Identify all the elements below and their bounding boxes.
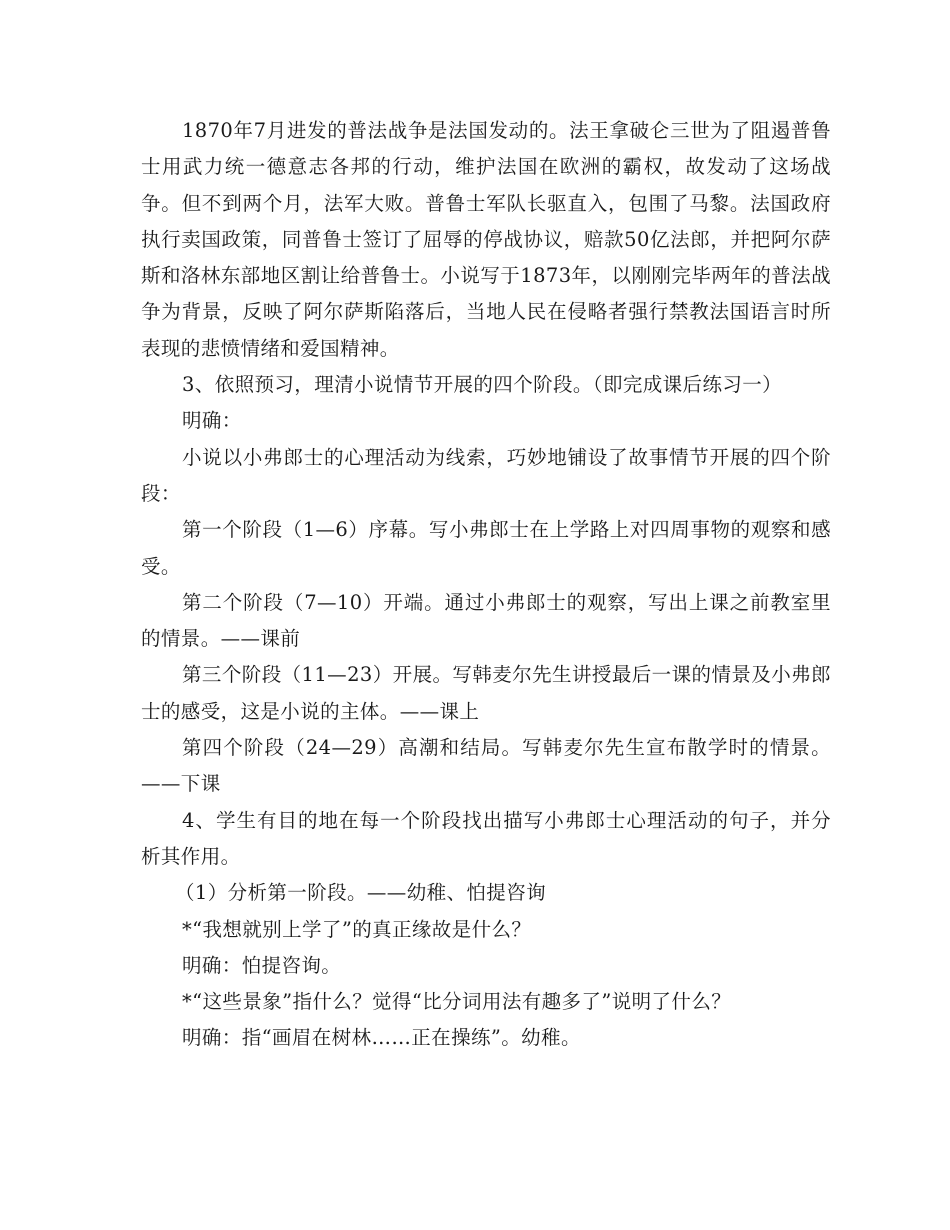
paragraph-question-2: *“这些景象”指什么？觉得“比分词用法有趣多了”说明了什么？ bbox=[182, 990, 732, 1014]
paragraph-stage-3: 第三个阶段（11—23）开展。写韩麦尔先生讲授最后一课的情景及小弗郎士的感受，这是小说的主体。——课上 bbox=[141, 663, 831, 723]
paragraph-plot-overview: 小说以小弗郎士的心理活动为线索，巧妙地铺设了故事情节开展的四个阶段： bbox=[141, 445, 831, 505]
paragraph-stage-2: 第二个阶段（7—10）开端。通过小弗郎士的观察，写出上课之前教室里的情景。——课前 bbox=[141, 590, 831, 651]
paragraph-question-1: *“我想就别上学了”的真正缘故是什么？ bbox=[182, 917, 532, 941]
paragraph-answer-label: 明确： bbox=[182, 409, 242, 433]
paragraph-task-4: 4、学生有目的地在每一个阶段找出描写小弗郎士心理活动的句子，并分析其作用。 bbox=[141, 808, 831, 868]
paragraph-task-3: 3、依照预习，理清小说情节开展的四个阶段。（即完成课后练习一） bbox=[182, 373, 783, 397]
paragraph-stage-4: 第四个阶段（24—29）高潮和结局。写韩麦尔先生宣布散学时的情景。——下课 bbox=[141, 736, 831, 796]
paragraph-answer-2: 明确：指“画眉在树林……正在操练”。幼稚。 bbox=[182, 1026, 581, 1050]
paragraph-answer-1: 明确：怕提咨询。 bbox=[182, 953, 342, 977]
document-body bbox=[141, 113, 831, 1057]
paragraph-analysis-1: （1）分析第一阶段。——幼稚、怕提咨询 bbox=[175, 881, 547, 905]
paragraph-stage-1: 第一个阶段（1—6）序幕。写小弗郎士在上学路上对四周事物的观察和感受。 bbox=[141, 518, 831, 578]
paragraph-background: 1870年7月进发的普法战争是法国发动的。法王拿破仑三世为了阻遏普鲁士用武力统一德意志各邦的行动，维护法国在欧洲的霸权，故发动了这场战争。但不到两个月，法军大败。普鲁士军队长驱直入，包围了马黎。法国政府执行卖国政策，同普鲁士签订了屈辱的停战协议，赔款50亿法郎，并把阿尔萨斯和洛林东部地区割让给普鲁士。小说写于1873年，以刚刚完毕两年的普法战争为背景，反映了阿尔萨斯陷落后，当地人民在侵略者强行禁教法国语言时所表现的悲愤情绪和爱国精神。 bbox=[141, 119, 831, 360]
